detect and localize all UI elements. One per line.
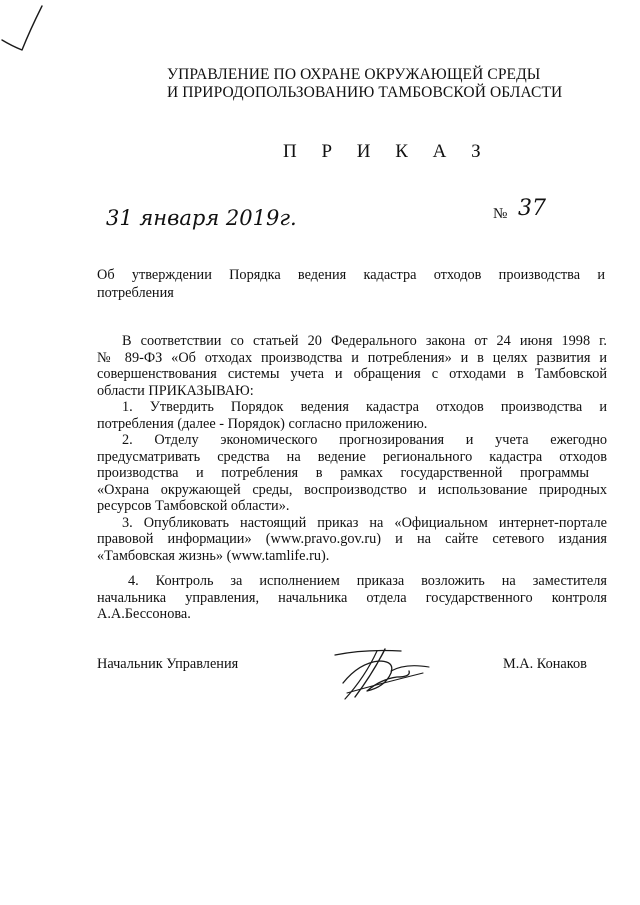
body-line-4: области ПРИКАЗЫВАЮ:: [97, 383, 254, 399]
corner-check-mark: [0, 0, 50, 60]
body-line-5: 1. Утвердить Порядок ведения кадастра отходов производства и: [122, 399, 607, 415]
body-line-15: 4. Контроль за исполнением приказа возложить на заместителя: [128, 573, 607, 589]
body-line-8: предусматривать средства на ведение регионального кадастра отходов: [97, 449, 607, 465]
handwritten-date: 31 января 2019г.: [106, 206, 297, 230]
number-label: №: [493, 206, 508, 222]
body-line-17: А.А.Бессонова.: [97, 606, 191, 622]
body-line-13: правовой информации» (www.pravo.gov.ru) и на сайте сетевого издания: [97, 531, 607, 547]
body-line-11: ресурсов Тамбовской области».: [97, 498, 290, 514]
body-line-6: потребления (далее - Порядок) согласно приложению.: [97, 416, 428, 432]
agency-name-line-1: УПРАВЛЕНИЕ ПО ОХРАНЕ ОКРУЖАЮЩЕЙ СРЕДЫ: [167, 66, 541, 83]
subject-line-1: Об утверждении Порядка ведения кадастра отходов производства и: [97, 267, 605, 283]
signatory-name: М.А. Конаков: [503, 656, 587, 672]
signatory-position: Начальник Управления: [97, 656, 239, 672]
body-line-14: «Тамбовская жизнь» (www.tamlife.ru).: [97, 548, 330, 564]
body-line-1: В соответствии со статьей 20 Федерального закона от 24 июня 1998 г.: [122, 333, 607, 349]
body-line-12: 3. Опубликовать настоящий приказ на «Официальном интернет-портале: [122, 515, 607, 531]
subject-line-2: потребления: [97, 285, 174, 301]
handwritten-number: 37: [518, 196, 546, 221]
body-line-9: производства и потребления в рамках государственной программы: [97, 465, 589, 481]
agency-name-line-2: И ПРИРОДОПОЛЬЗОВАНИЮ ТАМБОВСКОЙ ОБЛАСТИ: [167, 84, 563, 101]
body-line-3: совершенствования системы учета и обращения с отходами в Тамбовской: [97, 366, 607, 382]
handwritten-signature: [325, 643, 435, 703]
document-title: П Р И К А З: [283, 141, 491, 162]
body-line-16: начальника управления, начальника отдела государственного контроля: [97, 590, 607, 606]
body-line-2: № 89-ФЗ «Об отходах производства и потребления» и в целях развития и: [97, 350, 607, 366]
body-line-7: 2. Отделу экономического прогнозирования и учета ежегодно: [122, 432, 607, 448]
body-line-10: «Охрана окружающей среды, воспроизводство и использование природных: [97, 482, 607, 498]
